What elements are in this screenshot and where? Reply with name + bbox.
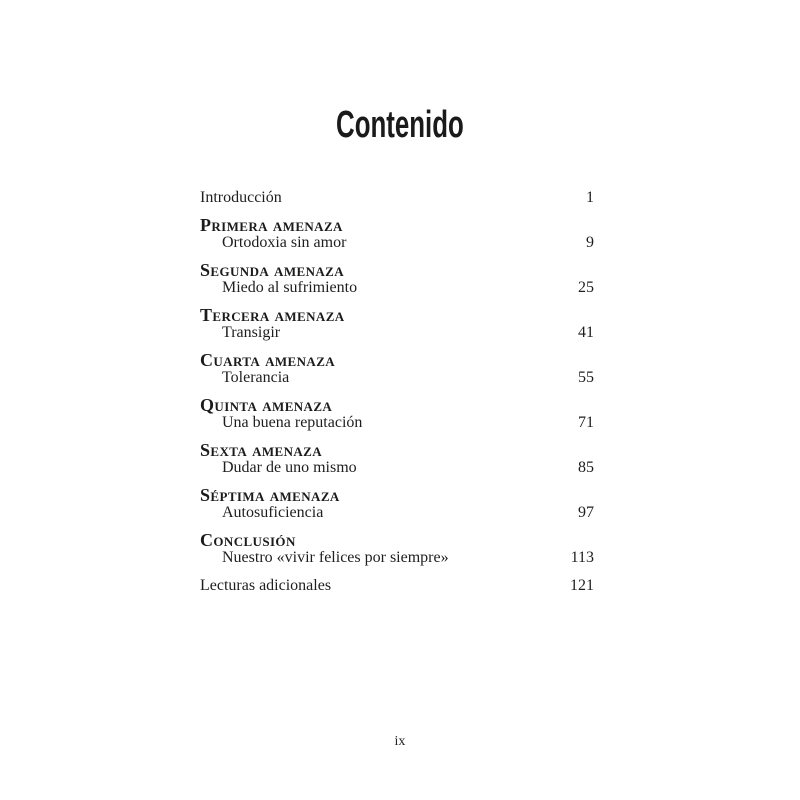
page-title-text: Contenido [336,104,464,146]
toc-entry-page-number: 113 [570,549,594,566]
toc-section-heading: Cuarta amenaza [200,350,336,370]
toc-section-subtitle: Ortodoxia sin amor [222,234,347,251]
table-of-contents [200,189,594,605]
toc-row [200,279,594,296]
toc-entry-cuarta-amenaza [200,352,594,386]
toc-entry-lecturas-adicionales [200,577,594,594]
toc-section-subtitle: Autosuficiencia [222,504,324,521]
toc-section-subtitle: Tolerancia [222,369,290,386]
toc-row [200,504,594,521]
toc-entry-page-number: 1 [586,189,594,206]
toc-row [200,189,594,206]
toc-entry-page-number: 121 [570,577,594,594]
toc-section-subtitle: Una buena reputación [222,414,363,431]
toc-entry-label: Lecturas adicionales [200,577,332,594]
toc-section-heading: Séptima amenaza [200,485,340,505]
toc-entry-page-number: 85 [578,459,594,476]
toc-row [200,414,594,431]
toc-section-heading: Conclusión [200,530,296,550]
toc-entry-page-number: 55 [578,369,594,386]
toc-row [200,307,594,324]
toc-entry-page-number: 25 [578,279,594,296]
toc-entry-page-number: 97 [578,504,594,521]
toc-section-subtitle: Dudar de uno mismo [222,459,357,476]
toc-row [200,442,594,459]
toc-row [200,549,594,566]
toc-section-subtitle: Nuestro «vivir felices por siempre» [222,549,449,566]
toc-row [200,459,594,476]
toc-entry-segunda-amenaza [200,262,594,296]
toc-row [200,217,594,234]
toc-section-heading: Quinta amenaza [200,395,333,415]
toc-section-subtitle: Transigir [222,324,281,341]
toc-entry-tercera-amenaza [200,307,594,341]
toc-entry-sexta-amenaza [200,442,594,476]
toc-entry-page-number: 9 [586,234,594,251]
toc-row [200,577,594,594]
toc-section-heading: Primera amenaza [200,215,343,235]
toc-section-heading: Tercera amenaza [200,305,345,325]
toc-section-subtitle: Miedo al sufrimiento [222,279,358,296]
toc-row [200,324,594,341]
toc-entry-septima-amenaza [200,487,594,521]
toc-entry-quinta-amenaza [200,397,594,431]
toc-entry-page-number: 41 [578,324,594,341]
toc-section-heading: Sexta amenaza [200,440,323,460]
toc-entry-introduccion [200,189,594,206]
toc-row [200,397,594,414]
toc-row [200,234,594,251]
page-title [0,104,800,147]
folio-page-number: ix [394,734,406,749]
toc-row [200,532,594,549]
toc-row [200,369,594,386]
toc-row [200,487,594,504]
toc-section-heading: Segunda amenaza [200,260,345,280]
toc-row [200,352,594,369]
toc-entry-primera-amenaza [200,217,594,251]
toc-row [200,262,594,279]
toc-entry-conclusion [200,532,594,566]
toc-entry-label: Introducción [200,189,282,206]
toc-entry-page-number: 71 [578,414,594,431]
